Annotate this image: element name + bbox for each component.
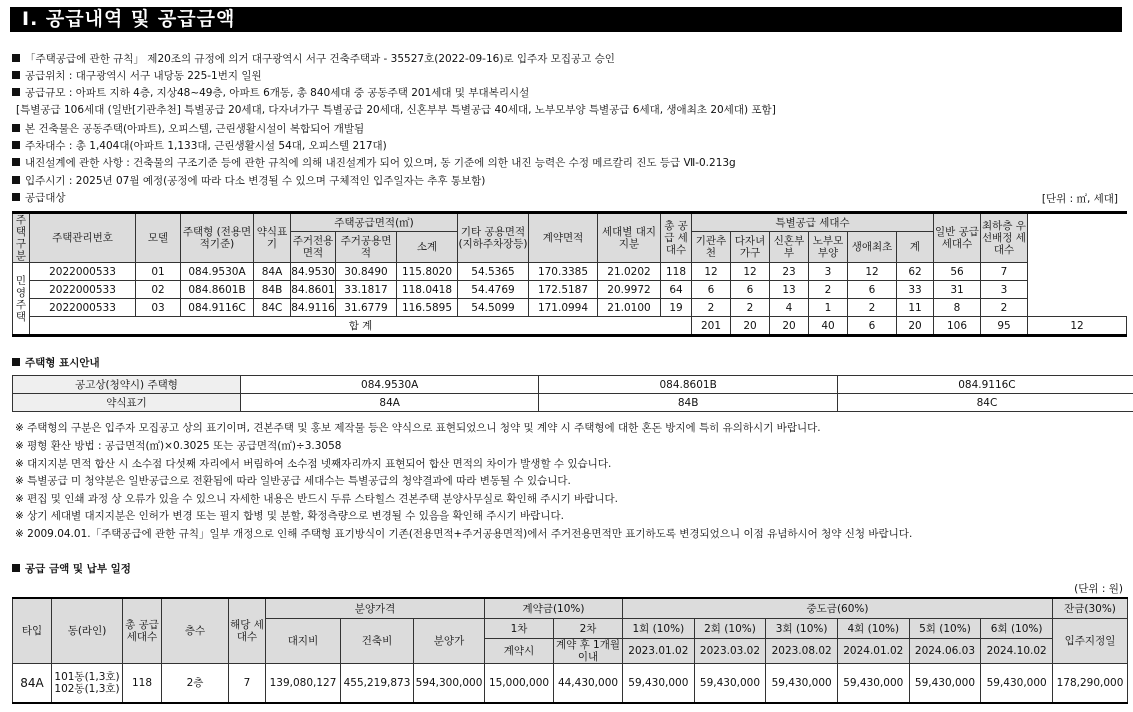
cell: 33 [897,281,934,299]
cell: 6 [848,317,897,336]
cell: 2 [731,299,770,317]
note-5: ※ 편집 및 인쇄 과정 상 오류가 있을 수 있으니 자세한 내용은 반드시 두류 스타힐스 견본주택 분양사무실로 확인해 주시기 바랍니다. [15,493,618,505]
th-m2: 2회 (10%) [694,619,766,639]
cell: 20.9972 [598,281,661,299]
th-m5: 5회 (10%) [909,619,981,639]
cell: 84C [254,299,291,317]
cell: 118 [123,664,162,704]
th-supply-area: 주택공급면적(㎡) [291,213,458,232]
cell: 19 [661,299,692,317]
th-move-in: 입주지정일 [1053,619,1128,664]
th-total-units: 총 공급 세대수 [661,213,692,263]
cell: 6 [848,281,897,299]
th-agency: 기관추천 [692,232,731,263]
cell: 170.3385 [529,263,598,281]
cell: 084.9530A [181,263,254,281]
bullet-square-icon [12,358,20,366]
cell: 4 [770,299,809,317]
th-land-share: 세대별 대지지분 [598,213,661,263]
th-m6: 6회 (10%) [981,619,1053,639]
cell: 59,430,000 [981,664,1053,704]
th-exclusive: 주거전용면적 [291,232,336,263]
cell-label: 공고상(청약시) 주택형 [13,376,241,394]
bullet-movein: 입주시기 : 2025년 07월 예정(공정에 따라 다소 변경될 수 있으며 구체적인 입주일자는 추후 통보함) [12,174,485,188]
cell: 2 [981,299,1028,317]
th-d5: 2024.06.03 [909,639,981,664]
bullet-square-icon [12,88,20,96]
cell: 118 [661,263,692,281]
bullet-square-icon [12,193,20,201]
bullet-target: 공급대상 [12,191,66,205]
cell: 21.0100 [598,299,661,317]
th-building: 동(라인) [52,598,123,664]
unit-label-won: (단위 : 원) [1074,583,1123,595]
th-m1: 1회 (10%) [623,619,695,639]
cell: 7 [229,664,266,704]
th-special-sum: 계 [897,232,934,263]
cell: 118.0418 [397,281,458,299]
th-newlywed: 신혼부부 [770,232,809,263]
cell-label: 약식표기 [13,394,241,412]
cell: 2022000533 [30,281,136,299]
cell: 21.0202 [598,263,661,281]
th-construction: 건축비 [341,619,414,664]
th-land: 대지비 [266,619,341,664]
bullet-scale: 공급규모 : 아파트 지하 4층, 지상48~49층, 아파트 6개동, 총 840세대 중 공동주택 201세대 및 부대복리시설 [12,86,529,100]
th-mgmt-no: 주택관리번호 [30,213,136,263]
total-label: 합 계 [30,317,692,336]
th-contract-area: 계약면적 [529,213,598,263]
cell: 12 [848,263,897,281]
th-at-contract: 계약시 [485,639,554,664]
note-6: ※ 상기 세대별 대지지분은 인허가 변경 또는 필지 합병 및 분할, 확정측량으로 변경될 수 있음을 확인해 주시기 바랍니다. [15,510,564,522]
cell: 8 [934,299,981,317]
cell: 64 [661,281,692,299]
cell: 84.8601 [291,281,336,299]
cell: 56 [934,263,981,281]
cell: 84A [241,394,539,412]
cell: 2층 [162,664,229,704]
th-other-area: 기타 공용면적 (지하주차장등) [458,213,529,263]
th-common: 주거공용면적 [336,232,397,263]
cell: 33.1817 [336,281,397,299]
cell: 12 [1028,317,1127,336]
th-deposit: 계약금(10%) [485,598,623,619]
cell: 1 [809,299,848,317]
th-d1: 2023.01.02 [623,639,695,664]
cell: 84.9116 [291,299,336,317]
cell: 12 [692,263,731,281]
bullet-seismic: 내진설계에 관한 사항 : 건축물의 구조기준 등에 관한 규칙에 의해 내진설계가 되어 있으며, 동 기준에 의한 내진 능력은 수정 메르칼리 진도 등급 Ⅶ-0.213g [12,156,736,170]
bullet-location: 공급위치 : 대구광역시 서구 내당동 225-1번지 일원 [12,69,262,83]
cell: 594,300,000 [414,664,485,704]
cell-group: 민영주택 [13,263,30,336]
th-middle: 중도금(60%) [623,598,1053,619]
bullet-square-icon [12,71,20,79]
cell: 201 [692,317,731,336]
cell: 3 [809,263,848,281]
cell: 2022000533 [30,263,136,281]
cell: 2 [692,299,731,317]
th-2nd: 2차 [554,619,623,639]
cell-building: 101동(1,3호) 102동(1,3호) [52,664,123,704]
table-row [13,281,1127,299]
cell: 6 [692,281,731,299]
th-general-units: 일반 공급 세대수 [934,213,981,263]
cell: 59,430,000 [766,664,838,704]
total-row [13,317,1127,336]
cell: 139,080,127 [266,664,341,704]
cell: 54.4769 [458,281,529,299]
cell: 7 [981,263,1028,281]
cell: 2022000533 [30,299,136,317]
cell: 20 [731,317,770,336]
table-row [13,263,1127,281]
th-elderly: 노부모부양 [809,232,848,263]
cell: 62 [897,263,934,281]
table-row [13,664,1128,704]
cell: 084.8601B [181,281,254,299]
th-firsttime: 생애최초 [848,232,897,263]
cell: 455,219,873 [341,664,414,704]
bullet-approval: 「주택공급에 관한 규칙」 제20조의 규정에 의거 대구광역시 서구 건축주택과 - 35527호(2022-09-16)로 입주자 모집공고 승인 [12,52,615,66]
cell: 03 [136,299,181,317]
th-special-units: 특별공급 세대수 [692,213,934,232]
th-sale-price: 분양가격 [266,598,485,619]
th-1st: 1차 [485,619,554,639]
note-4: ※ 특별공급 미 청약분은 일반공급으로 전환됨에 따라 일반공급 세대수는 특별공급의 청약결과에 따라 변동될 수 있습니다. [15,475,571,487]
cell: 178,290,000 [1053,664,1128,704]
cell: 31.6779 [336,299,397,317]
th-d2: 2023.03.02 [694,639,766,664]
unit-type-guide-heading: 주택형 표시안내 [12,356,100,370]
bullet-square-icon [12,158,20,166]
th-d4: 2024.01.02 [837,639,909,664]
cell: 115.8020 [397,263,458,281]
cell: 30.8490 [336,263,397,281]
th-floor: 층수 [162,598,229,664]
supply-table [12,211,1127,337]
cell: 23 [770,263,809,281]
note-1: ※ 주택형의 구분은 입주자 모집공고 상의 표기이며, 견본주택 및 홍보 제작물 등은 약식으로 표현되었으니 청약 및 계약 시 주택형에 대한 혼돈 방지에 특히 유의하시기 바랍니다. [15,422,821,434]
cell: 59,430,000 [694,664,766,704]
cell: 44,430,000 [554,664,623,704]
cell: 54.5365 [458,263,529,281]
price-table [12,597,1128,704]
th-multichild: 다자녀가구 [731,232,770,263]
cell: 11 [897,299,934,317]
note-3: ※ 대지지분 면적 합산 시 소수점 다섯째 자리에서 버림하여 소수점 넷째자리까지 표현되어 합산 면적의 차이가 발생할 수 있습니다. [15,458,612,470]
cell: 15,000,000 [485,664,554,704]
unit-label-area: [단위 : ㎡, 세대] [1041,193,1118,205]
cell: 59,430,000 [623,664,695,704]
cell: 2 [848,299,897,317]
note-7: ※ 2009.04.01.「주택공급에 관한 규칙」일부 개정으로 인해 주택형 표기방식이 기존(전용면적+주거공용면적)에서 주거전용면적만 표기하도록 변경되었으니 이점 유념하시어 청약 신청 바랍니다. [15,528,913,540]
th-model: 모델 [136,213,181,263]
cell: 02 [136,281,181,299]
cell: 54.5099 [458,299,529,317]
cell: 20 [770,317,809,336]
bullet-square-icon [12,141,20,149]
th-balance: 잔금(30%) [1053,598,1128,619]
cell: 13 [770,281,809,299]
th-price: 분양가 [414,619,485,664]
cell: 116.5895 [397,299,458,317]
price-heading: 공급 금액 및 납부 일정 [12,562,131,576]
cell: 84A [13,664,52,704]
bullet-square-icon [12,124,20,132]
bullet-parking: 주차대수 : 총 1,404대(아파트 1,133대, 근린생활시설 54대, 오피스텔 217대) [12,139,387,153]
bullet-square-icon [12,54,20,62]
cell: 84B [539,394,837,412]
th-d6: 2024.10.02 [981,639,1053,664]
cell: 84.9530 [291,263,336,281]
cell: 172.5187 [529,281,598,299]
th-unit-type: 주택형 (전용면적기준) [181,213,254,263]
th-subtotal: 소계 [397,232,458,263]
th-d3: 2023.08.02 [766,639,838,664]
cell: 40 [809,317,848,336]
th-within-month: 계약 후 1개월 이내 [554,639,623,664]
bullet-building: 본 건축물은 공동주택(아파트), 오피스텔, 근린생활시설이 복합되어 개발됨 [12,122,364,136]
th-m4: 4회 (10%) [837,619,909,639]
cell: 31 [934,281,981,299]
cell: 2 [809,281,848,299]
bullet-square-icon [12,176,20,184]
th-lowest-floor: 최하층 우선배정 세대수 [981,213,1028,263]
th-units: 해당 세대수 [229,598,266,664]
cell: 084.9530A [241,376,539,394]
cell: 12 [731,263,770,281]
th-total-units: 총 공급 세대수 [123,598,162,664]
cell: 59,430,000 [837,664,909,704]
th-type: 타입 [13,598,52,664]
cell: 084.8601B [539,376,837,394]
cell: 01 [136,263,181,281]
unit-type-table [12,375,1133,412]
cell: 84A [254,263,291,281]
th-m3: 3회 (10%) [766,619,838,639]
cell: 95 [981,317,1028,336]
cell: 084.9116C [181,299,254,317]
special-supply-line: [특별공급 106세대 (일반[기관추천] 특별공급 20세대, 다자녀가구 특별공급 20세대, 신혼부부 특별공급 40세대, 노부모부양 특별공급 6세대, 생애최초 20세대) 포함] [16,104,776,116]
table-row [13,299,1127,317]
cell: 171.0994 [529,299,598,317]
cell: 20 [897,317,934,336]
cell: 084.9116C [837,376,1133,394]
cell: 3 [981,281,1028,299]
cell: 6 [731,281,770,299]
th-short: 약식표기 [254,213,291,263]
th-housing-type: 주택구분 [13,213,30,263]
cell: 84C [837,394,1133,412]
cell: 59,430,000 [909,664,981,704]
bullet-square-icon [12,564,20,572]
cell: 106 [934,317,981,336]
cell: 84B [254,281,291,299]
note-2: ※ 평형 환산 방법 : 공급면적(㎡)×0.3025 또는 공급면적(㎡)÷3.3058 [15,440,342,452]
section-title: I. 공급내역 및 공급금액 [10,7,1122,32]
